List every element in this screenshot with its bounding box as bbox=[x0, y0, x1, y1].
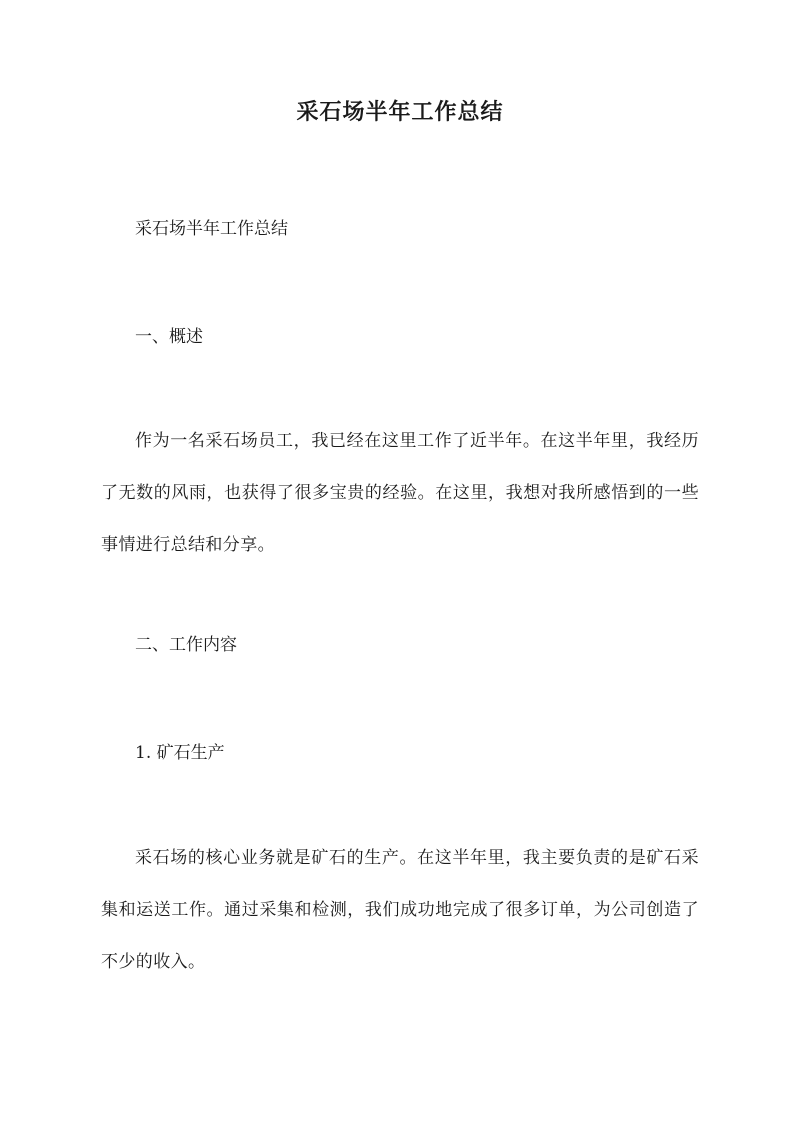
ore-production-paragraph: 采石场的核心业务就是矿石的生产。在这半年里，我主要负责的是矿石采集和运送工作。通过采集和检测，我们成功地完成了很多订单，为公司创造了不少的收入。 bbox=[101, 848, 699, 972]
document-title: 采石场半年工作总结 bbox=[296, 99, 504, 125]
section-heading-work-content: 二、工作内容 bbox=[135, 635, 237, 655]
subheading-ore-production: 1. 矿石生产 bbox=[135, 743, 225, 763]
section-heading-overview: 一、概述 bbox=[135, 327, 203, 347]
overview-paragraph: 作为一名采石场员工，我已经在这里工作了近半年。在这半年里，我经历了无数的风雨，也获得了很多宝贵的经验。在这里，我想对我所感悟到的一些事情进行总结和分享。 bbox=[101, 431, 699, 555]
document-subtitle: 采石场半年工作总结 bbox=[135, 219, 288, 239]
